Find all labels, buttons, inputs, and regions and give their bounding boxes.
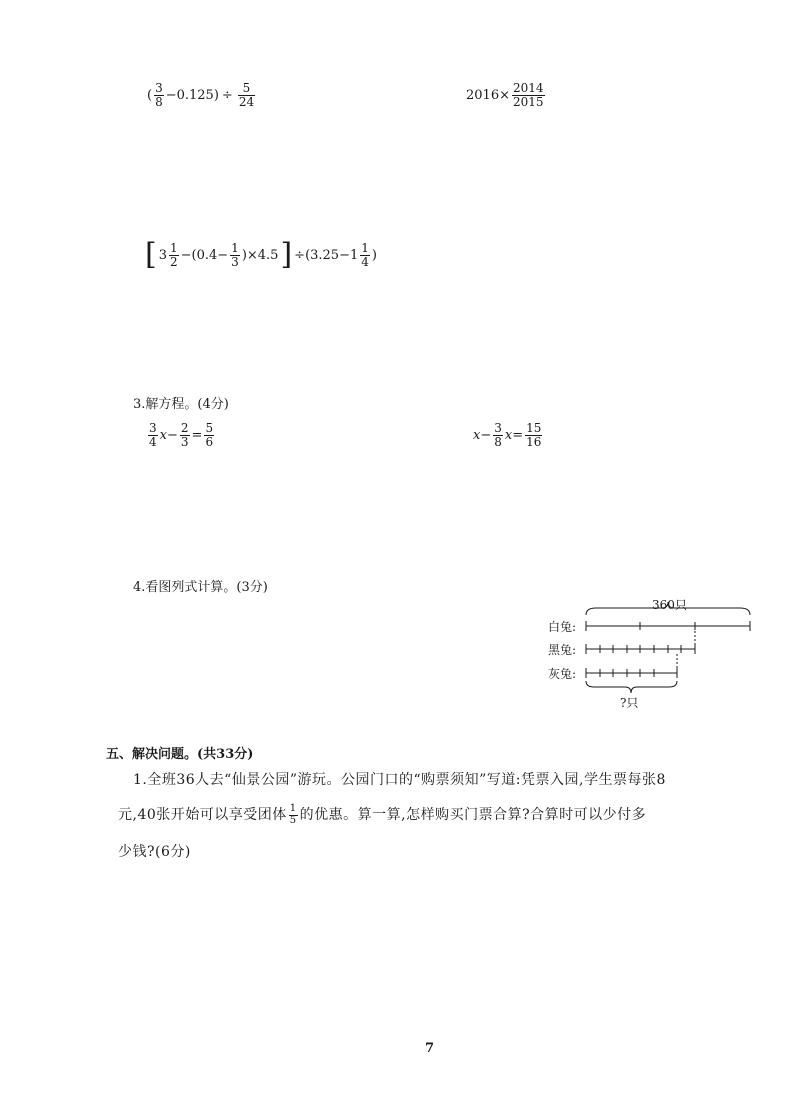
fraction-denominator: 5 xyxy=(289,814,297,826)
problem-1-line-1: 1.全班36人去“仙景公园”游玩。公园门口的“购票须知”写道:凭票入园,学生票每张8 xyxy=(133,772,666,788)
fraction-numerator: 1 xyxy=(170,240,178,255)
minus-sign: − xyxy=(166,427,178,443)
fraction-denominator: 3 xyxy=(180,434,189,449)
expr1-minus-term: −0.125) xyxy=(165,87,219,103)
question-label: ?只 xyxy=(620,696,639,710)
expr3-fraction-1 xyxy=(169,242,179,268)
fraction-numerator: 5 xyxy=(242,81,251,95)
expr1-fraction-1 xyxy=(154,82,164,108)
fraction-numerator: 3 xyxy=(155,81,163,95)
problem-1-line-2 xyxy=(118,804,646,826)
fraction-numerator: 3 xyxy=(149,421,157,435)
expr3-close-paren: ) xyxy=(371,247,377,263)
fraction-denominator: 24 xyxy=(238,94,255,109)
fraction-numerator: 3 xyxy=(494,421,502,435)
expr2-fraction xyxy=(512,82,545,108)
variable-x: x xyxy=(473,427,481,443)
fraction-denominator: 16 xyxy=(526,434,542,449)
segment-diagram xyxy=(540,596,760,716)
fraction-numerator: 5 xyxy=(205,421,214,435)
fraction-denominator: 8 xyxy=(494,434,502,449)
question-3-title: 3.解方程。(4分) xyxy=(133,397,229,412)
question-brace xyxy=(586,681,677,693)
page-number: 7 xyxy=(425,1041,435,1056)
expr3-fraction-3 xyxy=(360,242,370,268)
total-label: 360只 xyxy=(652,598,687,612)
fraction-denominator: 6 xyxy=(205,434,214,449)
eq1-fraction-3 xyxy=(204,422,214,448)
fraction-numerator: 1 xyxy=(361,240,369,255)
problem-1-line-3: 少钱?(6分) xyxy=(118,844,191,860)
expr1-fraction-2 xyxy=(238,82,255,108)
fraction-denominator: 2015 xyxy=(512,94,544,109)
fraction-denominator: 3 xyxy=(231,254,239,269)
equals-sign: = xyxy=(512,427,524,443)
expr1-divide-sign: ÷ xyxy=(221,87,233,103)
expr3-middle-1: −(0.4− xyxy=(180,247,229,263)
expr1-open-paren: ( xyxy=(147,87,153,103)
expr3-fraction-2 xyxy=(230,242,240,268)
expression-1 xyxy=(147,82,257,108)
variable-x: x xyxy=(504,427,513,443)
expr3-whole-number: 3 xyxy=(158,247,167,263)
fraction-denominator: 8 xyxy=(155,94,163,109)
expression-2 xyxy=(466,82,547,108)
expr3-middle-3: ÷(3.25−1 xyxy=(294,247,359,263)
fraction-numerator: 1 xyxy=(289,803,297,814)
right-square-bracket: ] xyxy=(280,237,293,272)
expression-3 xyxy=(143,237,377,272)
gray-rabbit-label: 灰兔: xyxy=(548,667,577,681)
variable-x: x xyxy=(159,427,167,443)
fraction-numerator: 2 xyxy=(180,421,189,435)
fraction-numerator: 1 xyxy=(231,240,239,255)
section-5-title: 五、解决问题。(共33分) xyxy=(106,747,254,762)
equation-2 xyxy=(473,422,544,448)
fraction-denominator: 4 xyxy=(361,254,369,269)
problem-1-line-2-a: 元,40张开始可以享受团体 xyxy=(118,807,287,823)
left-square-bracket: [ xyxy=(145,237,157,272)
eq1-fraction-1 xyxy=(148,422,158,448)
expr3-middle-2: )×4.5 xyxy=(241,247,279,263)
question-4-title: 4.看图列式计算。(3分) xyxy=(133,580,268,595)
minus-sign: − xyxy=(480,427,492,443)
equation-1 xyxy=(146,422,216,448)
fraction-numerator: 2014 xyxy=(512,81,544,95)
eq2-fraction-2 xyxy=(525,422,542,448)
eq1-fraction-2 xyxy=(180,422,190,448)
expr2-lead: 2016× xyxy=(466,87,510,103)
eq2-fraction-1 xyxy=(493,422,503,448)
problem-1-line-2-b: 的优惠。算一算,怎样购买门票合算?合算时可以少付多 xyxy=(299,807,647,823)
problem-1-fraction xyxy=(289,804,298,826)
white-rabbit-label: 白兔: xyxy=(548,620,577,634)
equals-sign: = xyxy=(191,427,203,443)
fraction-numerator: 15 xyxy=(526,421,542,435)
fraction-denominator: 4 xyxy=(149,434,157,449)
fraction-denominator: 2 xyxy=(170,254,178,269)
black-rabbit-label: 黑兔: xyxy=(548,643,577,657)
